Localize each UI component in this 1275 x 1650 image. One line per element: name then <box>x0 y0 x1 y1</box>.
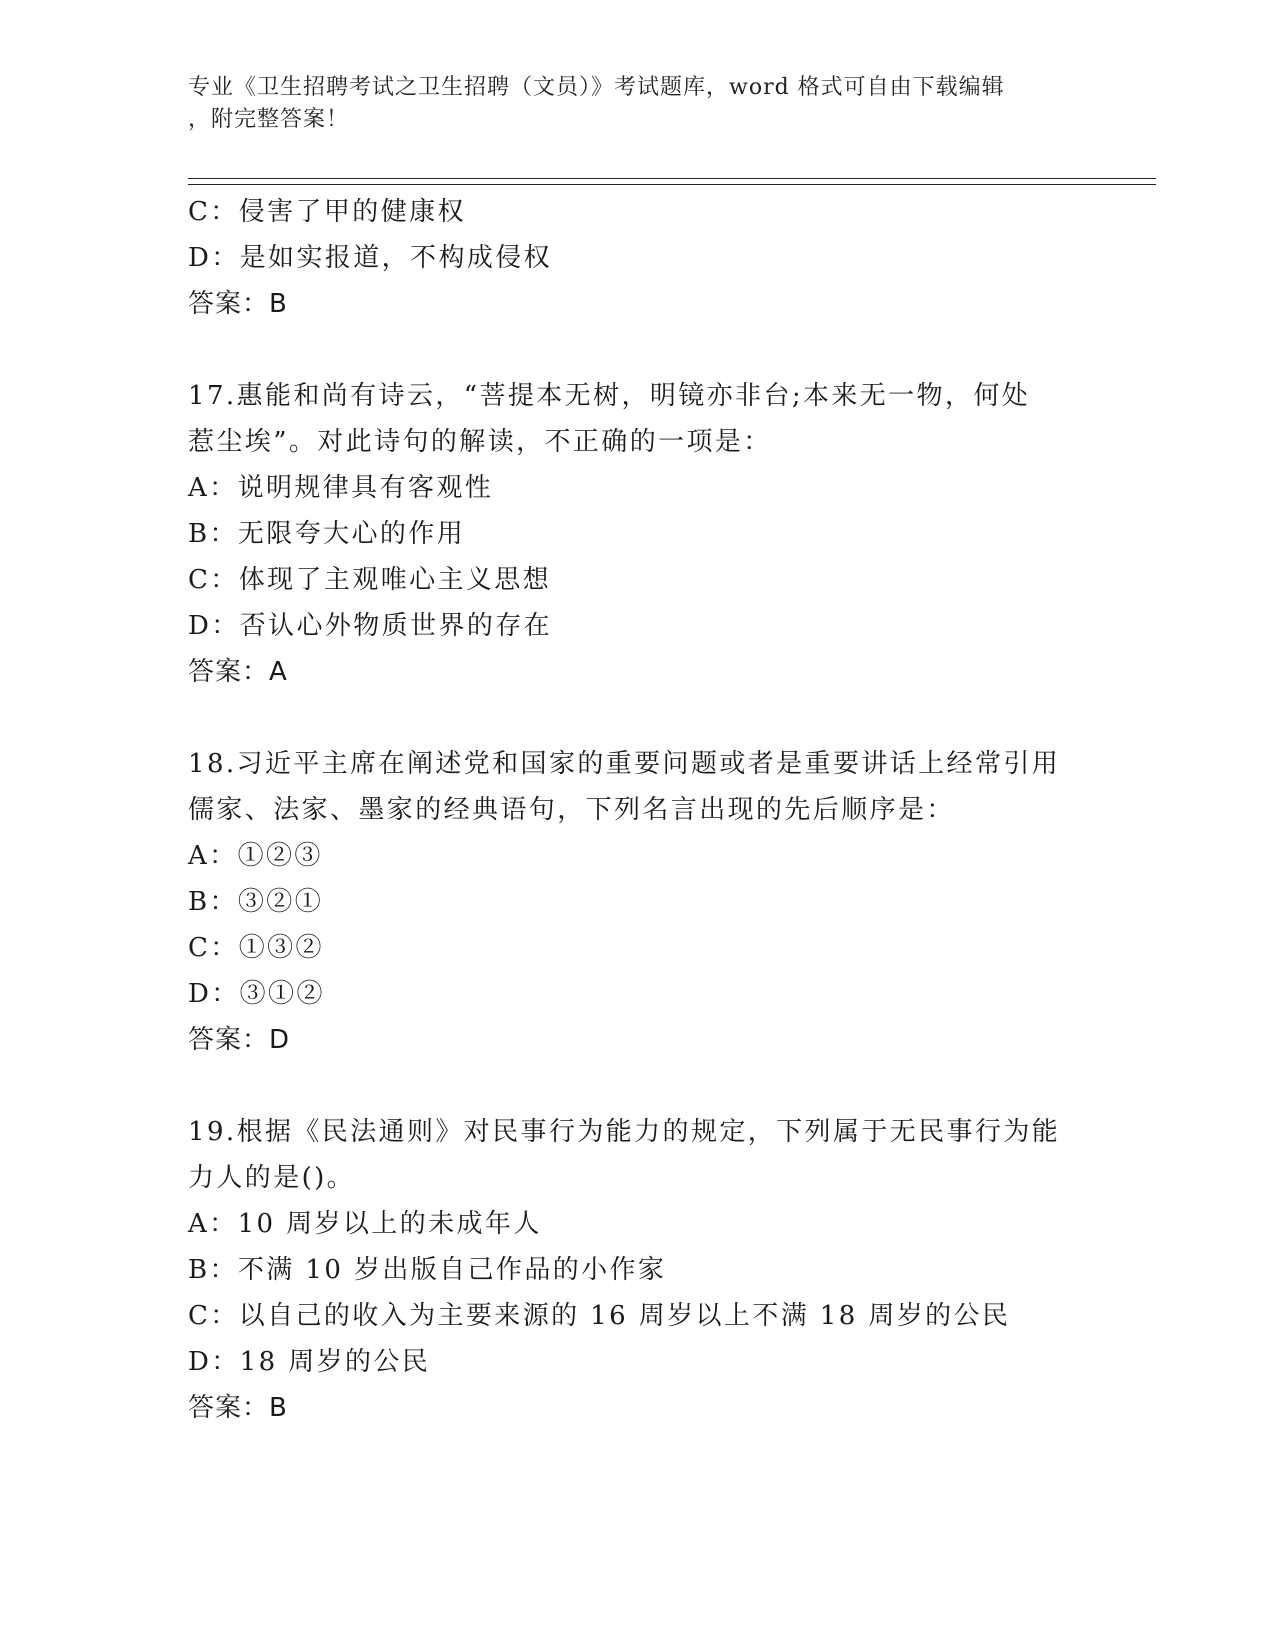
answer-line: 答案：B <box>188 289 288 319</box>
question-18 <box>188 741 1088 1063</box>
question-stem-line1: 17.惠能和尚有诗云，“菩提本无树，明镜亦非台;本来无一物，何处 <box>188 381 1031 411</box>
option-b: B：无限夸大心的作用 <box>188 519 466 549</box>
option-d: D：否认心外物质世界的存在 <box>188 611 553 641</box>
question-16-continuation <box>188 189 1088 327</box>
question-stem-line2: 力人的是()。 <box>188 1163 356 1193</box>
option-c: C：①③② <box>188 933 324 963</box>
header-title-line1: 专业《卫生招聘考试之卫生招聘（文员）》考试题库，word 格式可自由下载编辑 <box>188 75 1005 100</box>
question-stem-line1: 18.习近平主席在阐述党和国家的重要问题或者是重要讲话上经常引用 <box>188 749 1061 779</box>
answer-line: 答案：B <box>188 1393 288 1423</box>
option-b: B：③②① <box>188 887 324 917</box>
question-stem-line2: 儒家、法家、墨家的经典语句，下列名言出现的先后顺序是： <box>188 795 955 825</box>
option-d: D：18 周岁的公民 <box>188 1347 431 1377</box>
header-title-line2: ，附完整答案！ <box>188 107 350 132</box>
spacer <box>188 1063 1088 1109</box>
answer-line: 答案：A <box>188 657 288 687</box>
question-content <box>188 189 1088 1431</box>
question-stem-line2: 惹尘埃”。对此诗句的解读，不正确的一项是： <box>188 427 772 457</box>
spacer <box>188 695 1088 741</box>
option-c: C：以自己的收入为主要来源的 16 周岁以上不满 18 周岁的公民 <box>188 1301 1011 1331</box>
option-a: A：①②③ <box>188 841 323 871</box>
option-c: C：体现了主观唯心主义思想 <box>188 565 552 595</box>
question-stem-line1: 19.根据《民法通则》对民事行为能力的规定，下列属于无民事行为能 <box>188 1117 1061 1147</box>
option-b: B：不满 10 岁出版自己作品的小作家 <box>188 1255 667 1285</box>
answer-line: 答案：D <box>188 1025 291 1055</box>
spacer <box>188 327 1088 373</box>
question-17 <box>188 373 1088 695</box>
option-a: A：说明规律具有客观性 <box>188 473 494 503</box>
question-19 <box>188 1109 1088 1431</box>
option-d: D：是如实报道，不构成侵权 <box>188 243 553 273</box>
option-c: C：侵害了甲的健康权 <box>188 197 466 227</box>
option-d: D：③①② <box>188 979 325 1009</box>
option-a: A：10 周岁以上的未成年人 <box>188 1209 542 1239</box>
header-divider <box>188 178 1156 185</box>
page-header <box>188 72 1078 136</box>
